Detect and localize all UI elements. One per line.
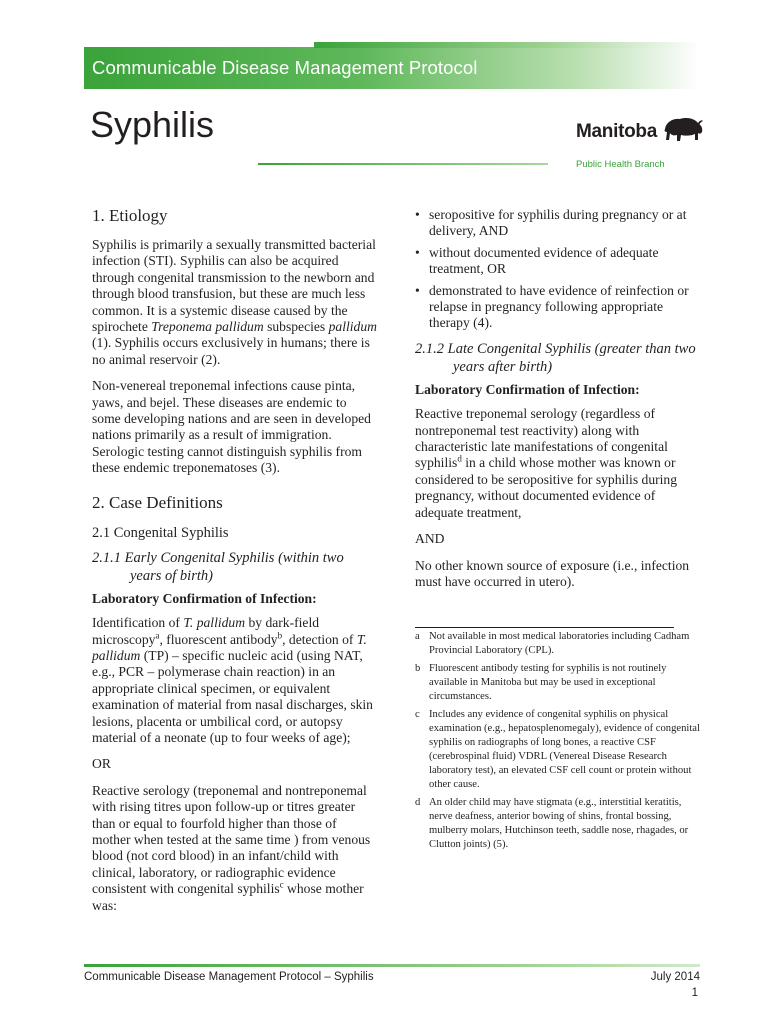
lab-confirmation-heading: Laboratory Confirmation of Infection: — [415, 381, 640, 397]
header-banner — [84, 47, 700, 89]
footnote: b Fluorescent antibody testing for syphilis is not routinely available in Manitoba but may be used in exceptional circumstances. — [415, 663, 667, 702]
section-2-1-1-heading: 2.1.1 Early Congenital Syphilis (within two years of birth) — [92, 549, 344, 584]
title-rule — [258, 163, 548, 165]
lab-confirmation-heading: Laboratory Confirmation of Infection: — [92, 590, 317, 606]
public-health-branch: Public Health Branch — [576, 159, 665, 170]
list-item: • seropositive for syphilis during pregnancy or at delivery, AND — [415, 207, 705, 240]
late-congenital-paragraph: Reactive treponemal serology (regardless of nontreponemal test reactivity) along with characteristic late manifestations of congenital syphilis$^d$ in a child whose mother was known or considered to be seropositive for syphilis during pregnancy, without documented evidence of adequate treatment, — [415, 406, 678, 520]
banner-title: Communicable Disease Management Protocol — [92, 57, 478, 78]
bison-icon — [662, 115, 704, 145]
section-1-heading: 1. Etiology — [92, 206, 168, 225]
footnote: d An older child may have stigmata (e.g., interstitial keratitis, nerve deafness, anterior bowing of shins, frontal bossing, mulberry molars, Hutchinson teeth, saddle nose, rhagades, or Clutton joints) (5). — [415, 797, 689, 850]
footnotes — [415, 630, 705, 856]
logo-wordmark: Manitoba — [576, 121, 657, 142]
mother-criteria-list — [415, 207, 705, 332]
footer-rule — [84, 964, 700, 967]
footer-title: Communicable Disease Management Protocol – Syphilis — [84, 971, 374, 983]
footnote: a Not available in most medical laboratories including Cadham Provincial Laboratory (CPL). — [415, 631, 690, 656]
no-other-source-paragraph: No other known source of exposure (i.e., infection must have occurred in utero). — [415, 557, 690, 589]
section-2-1-heading: 2.1 Congenital Syphilis — [92, 524, 229, 541]
etiology-paragraph-2: Non-venereal treponemal infections cause pinta, yaws, and bejel. These diseases are endemic to some developing nations and are seen in developed nations primarily as a result of immigration. Serologic testing cannot distinguish syphilis from these endemic treponematoses (3). — [92, 378, 371, 476]
document-title: Syphilis — [90, 104, 215, 145]
etiology-paragraph-1: Syphilis is primarily a sexually transmitted bacterial infection (STI). Syphilis can also be acquired through congenital transmission to the newborn and through blood transfusion, but these are much less common. It is a systemic disease caused by the spirochete Treponema pallidum subspecies pallidum (1). Syphilis occurs exclusively in humans; there is no animal reservoir (2). — [92, 237, 377, 367]
lab-confirmation-paragraph: Identification of T. pallidum by dark-field microscopy$^a$, fluorescent antibody$^b$, detection of T. pallidum (TP) – specific nucleic acid (using NAT, e.g., PCR – polymerase chain reaction) in an appropriate clinical specimen, or equivalent examination of material from nasal discharges, skin lesions, placenta or umbilical cord, or autopsy material of a neonate (up to four weeks of age); — [92, 615, 373, 745]
and-separator: AND — [415, 531, 445, 547]
reactive-serology-paragraph: Reactive serology (treponemal and nontreponemal with rising titres upon follow-up or titres greater than or equal to fourfold higher than those of mother when tested at the same time ) from venous blood (not cord blood) in an infant/child with clinical, laboratory, or radiographic evidence consistent with congenital syphilis$^c$ whose mother was: — [92, 782, 371, 913]
list-item: • demonstrated to have evidence of reinfection or relapse in pregnancy following appropriate therapy (4). — [415, 283, 705, 332]
manitoba-logo — [576, 115, 704, 151]
section-2-1-2-heading: 2.1.2 Late Congenital Syphilis (greater than two years after birth) — [415, 340, 696, 375]
footer-date: July 2014 — [650, 971, 700, 983]
or-separator: OR — [92, 756, 111, 772]
banner-tab — [314, 42, 700, 48]
section-2-heading: 2. Case Definitions — [92, 492, 223, 512]
left-column — [92, 206, 378, 924]
footnote-rule — [415, 627, 674, 628]
footnote: c Includes any evidence of congenital syphilis on physical examination (e.g., hepatosplenomegaly), evidence of congenital syphilis on radiographs of long bones, a reactive CSF (cerebrospinal fluid) VDRL (Venereal Disease Research laboratory test), an elevated CSF cell count or protein without other cause. — [415, 709, 700, 790]
right-column — [415, 207, 705, 600]
list-item: • without documented evidence of adequate treatment, OR — [415, 245, 705, 278]
page-number: 1 — [691, 987, 698, 999]
